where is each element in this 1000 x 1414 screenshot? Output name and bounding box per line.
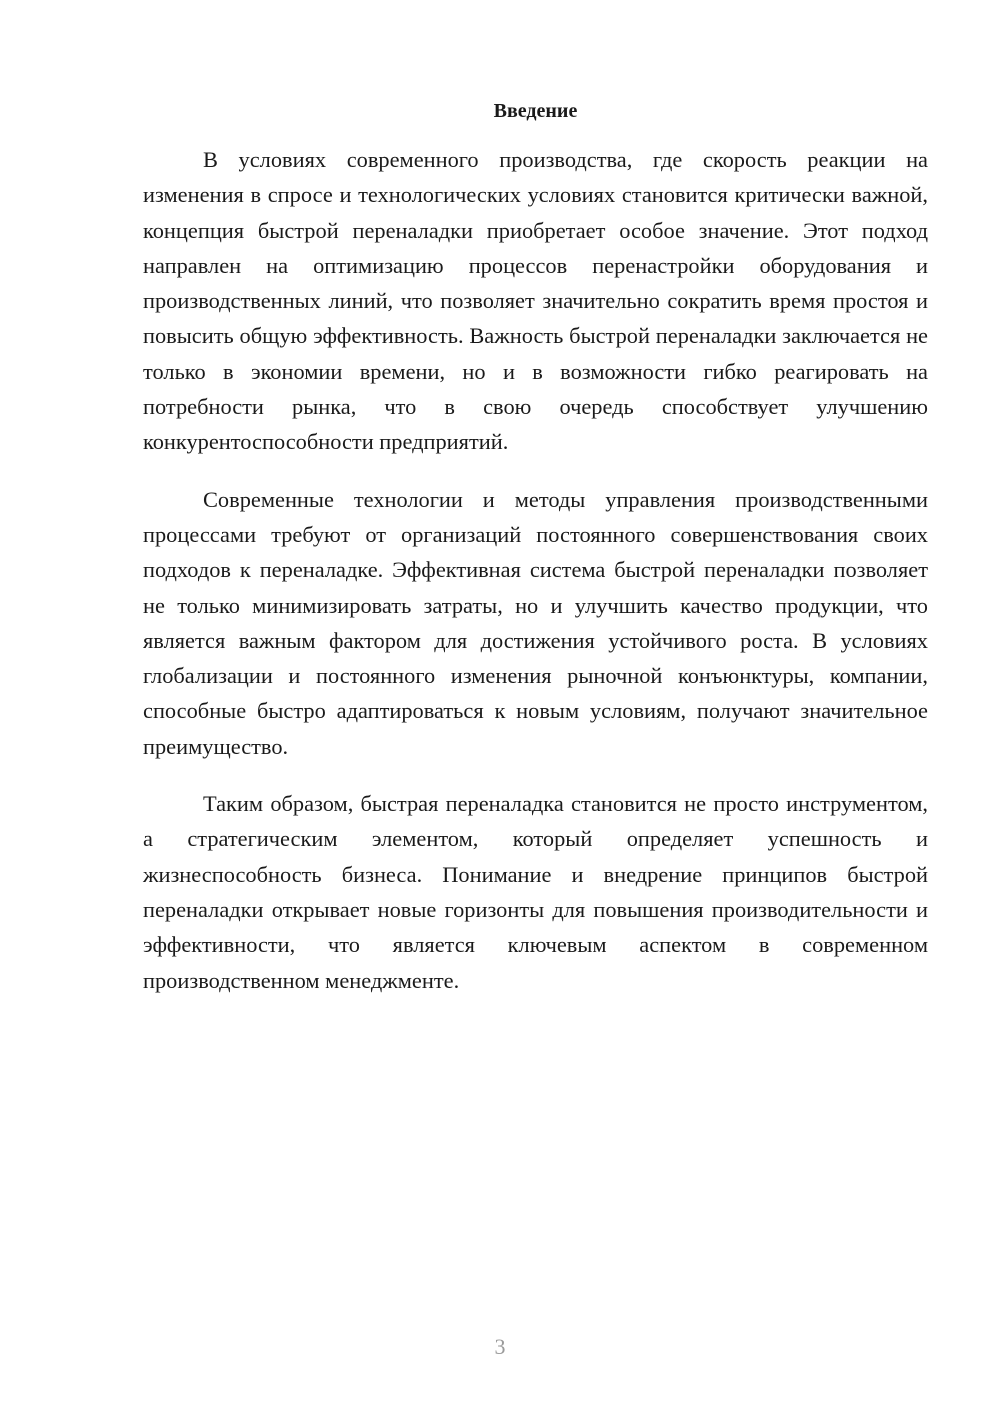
paragraph-2: Современные технологии и методы управления производственными процессами требуют от организаций постоянного совершенствования своих подходов к переналадке. Эффективная система быстрой переналадки позволяет не только минимизировать затраты, но и улучшить качество продукции, что является важным фактором для достижения устойчивого роста. В условиях глобализации и постоянного изменения рыночной конъюнктуры, компании, способные быстро адаптироваться к новым условиям, получают значительное преимущество. [143,486,928,759]
paragraph-3: Таким образом, быстрая переналадка становится не просто инструментом, а стратегическим элементом, который определяет успешность и жизнеспособность бизнеса. Понимание и внедрение принципов быстрой переналадки открывает новые горизонты для повышения производительности и эффективности, что является ключевым аспектом в современном производственном менеджменте. [143,791,928,993]
page-title: Введение [493,100,578,122]
paragraph-1: В условиях современного производства, где скорость реакции на изменения в спросе и технологических условиях становится критически важной, концепция быстрой переналадки приобретает особое значение. Этот подход направлен на оптимизацию процессов перенастройки оборудования и производственных линий, что позволяет значительно сократить время простоя и повысить общую эффективность. Важность быстрой переналадки заключается не только в экономии времени, но и в возможности гибко реагировать на потребности рынка, что в свою очередь способствует улучшению конкурентоспособности предприятий. [143,147,928,455]
document-body [143,142,928,1020]
page-number: 3 [494,1334,506,1359]
